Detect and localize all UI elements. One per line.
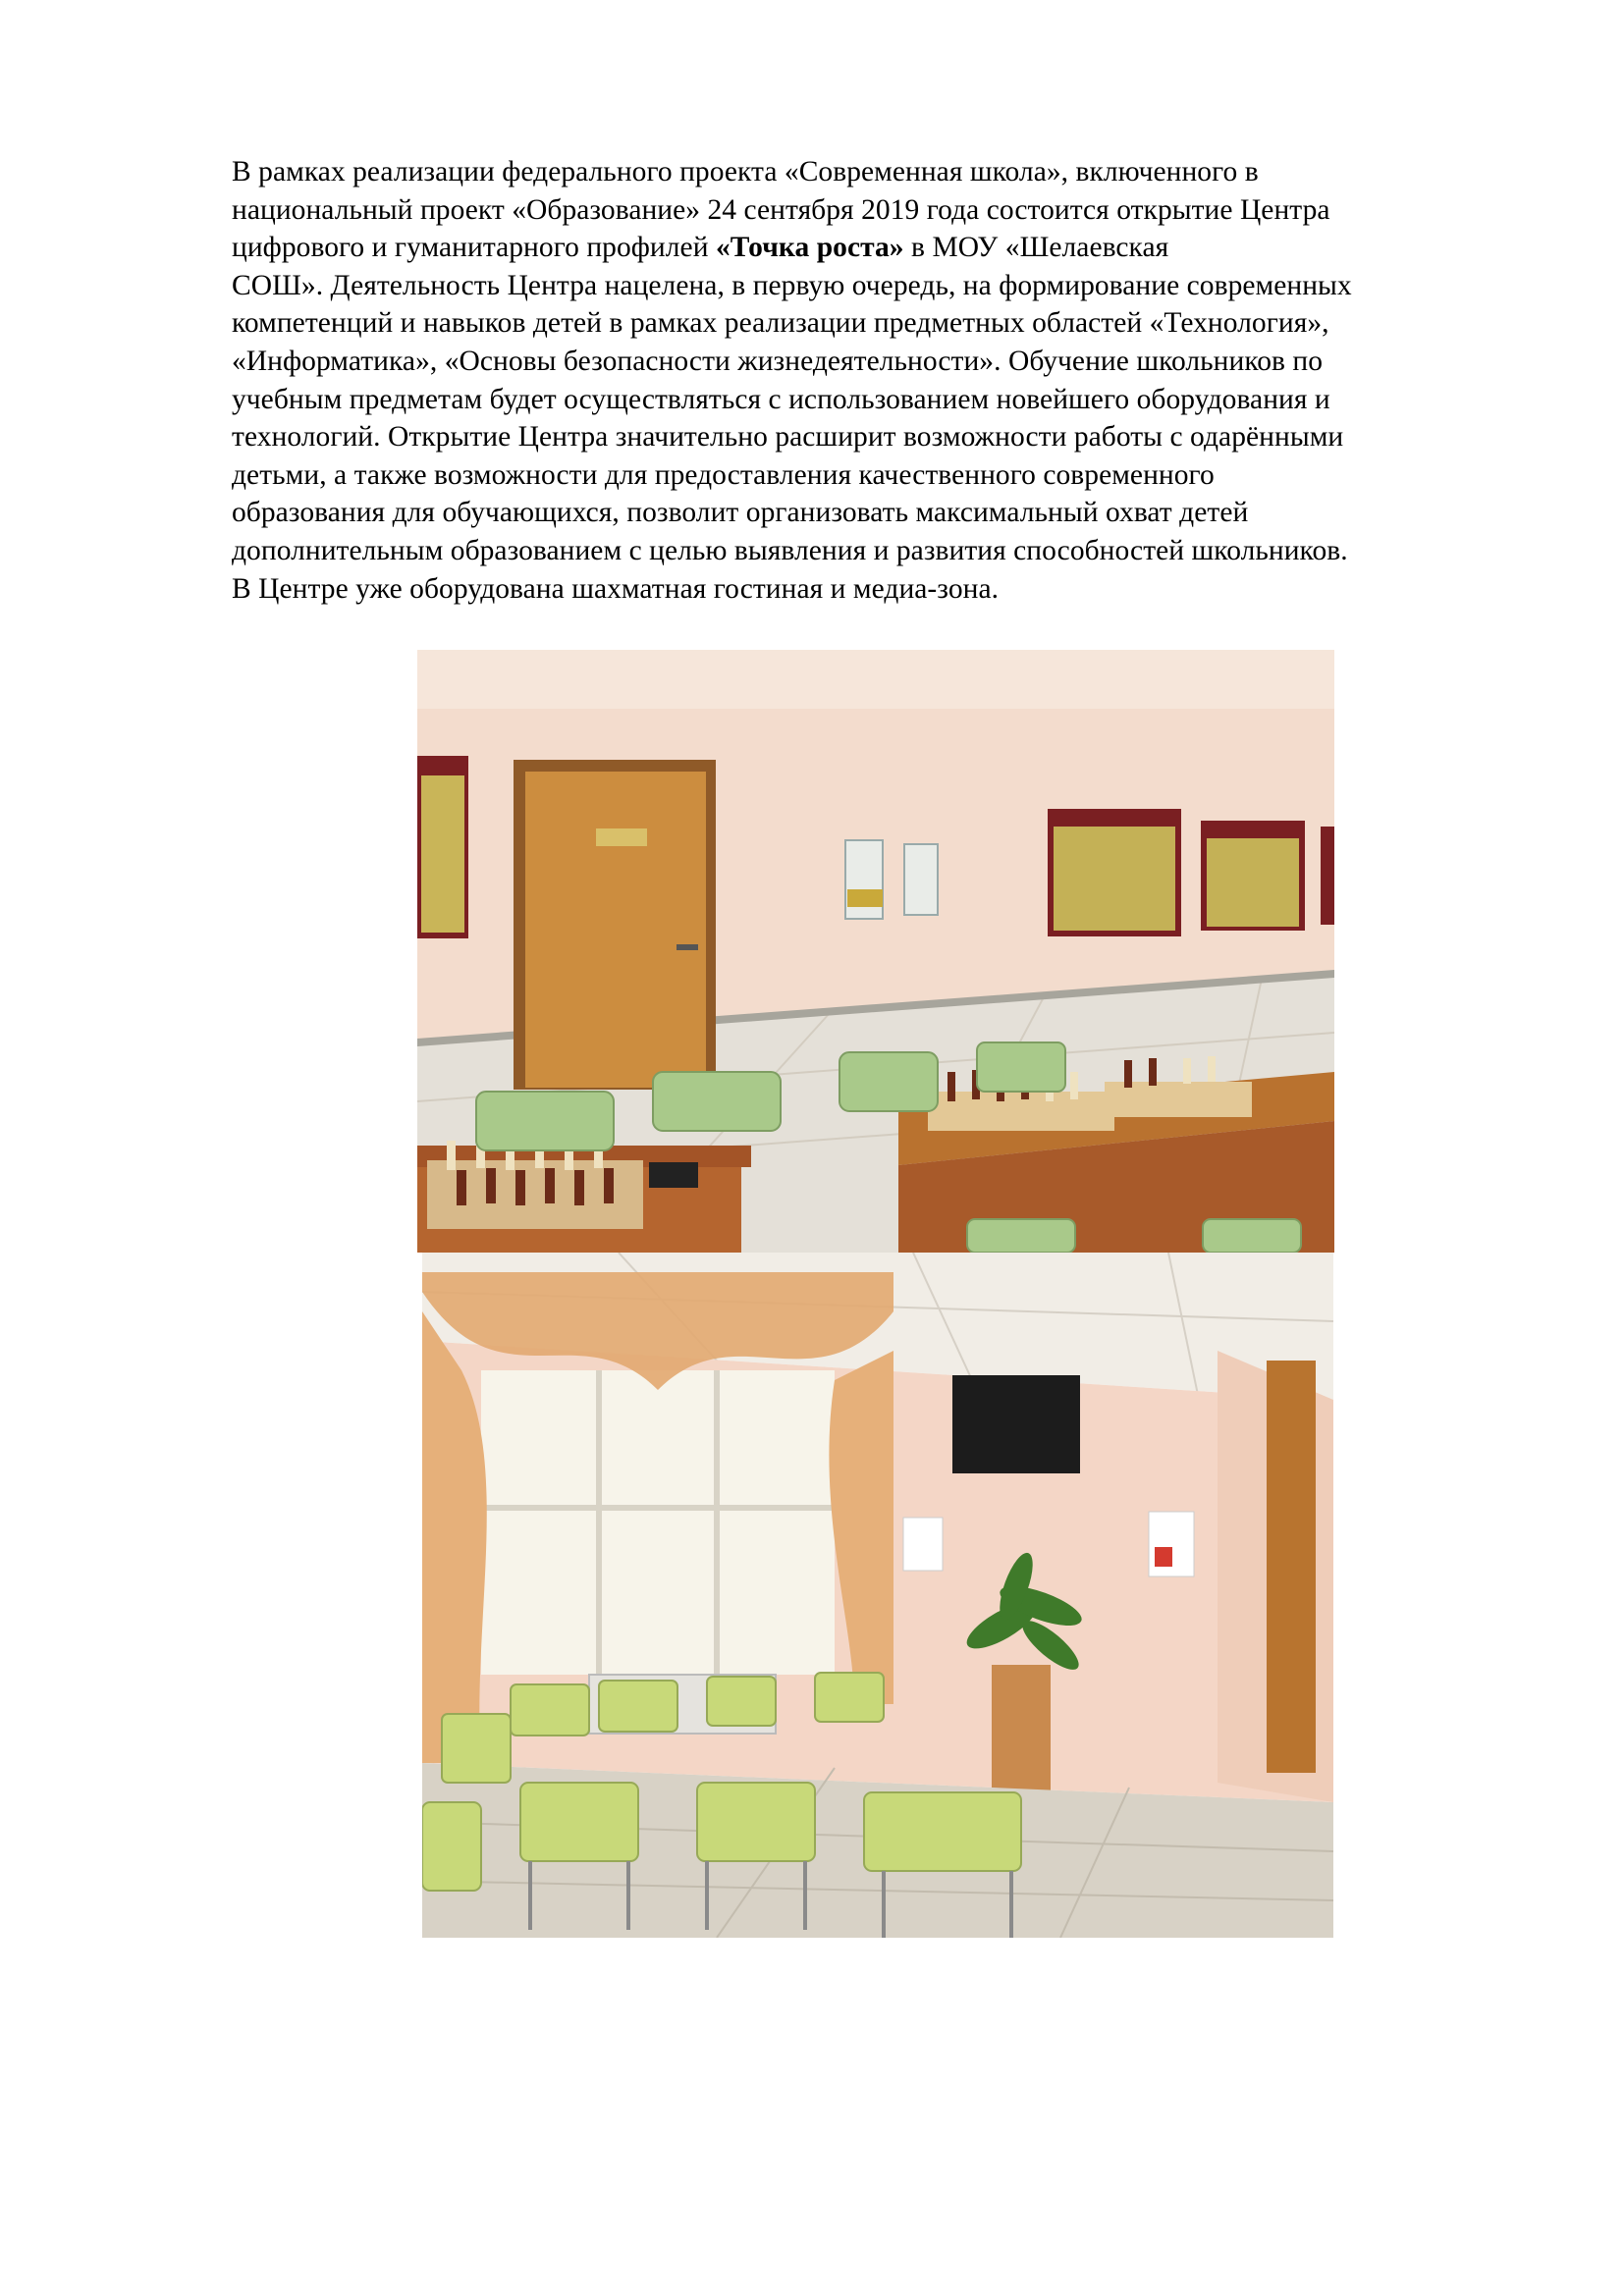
- paragraph-line: [232, 229, 1528, 267]
- media-zone-photo: [422, 1253, 1333, 1938]
- paragraph-line: В Центре уже оборудована шахматная гостиная и медиа-зона.: [232, 572, 1000, 605]
- paragraph-line: детьми, а также возможности для предоставления качественного современного: [232, 458, 1215, 491]
- chair: [520, 1783, 638, 1861]
- paragraph-line-part: цифрового и гуманитарного профилей: [232, 232, 716, 264]
- chess-clock: [649, 1162, 698, 1188]
- paragraph-line: образования для обучающихся, позволит организовать максимальный охват детей: [232, 497, 1249, 529]
- chair: [422, 1802, 481, 1891]
- chair: [1203, 1219, 1301, 1253]
- chair: [442, 1714, 511, 1783]
- chair: [977, 1042, 1065, 1092]
- paragraph-line: В рамках реализации федерального проекта «Современная школа», включенного в: [232, 156, 1259, 187]
- door: [1267, 1361, 1316, 1773]
- paragraph-line: национальный проект «Образование» 24 сентября 2019 года состоится открытие Центра: [232, 193, 1330, 226]
- chair: [697, 1783, 815, 1861]
- chair: [599, 1681, 677, 1732]
- chair: [476, 1092, 614, 1150]
- paragraph-line: СОШ». Деятельность Центра нацелена, в первую очередь, на формирование современных: [232, 269, 1352, 301]
- door: [525, 772, 706, 1088]
- paragraph-line: компетенций и навыков детей в рамках реализации предметных областей «Технология»,: [232, 307, 1329, 340]
- chair: [707, 1677, 776, 1726]
- chair: [653, 1072, 781, 1131]
- paragraph-line: дополнительным образованием с целью выявления и развития способностей школьников.: [232, 534, 1348, 566]
- body-paragraph: [232, 153, 1528, 608]
- paragraph-line: учебным предметам будет осуществляться с использованием новейшего оборудования и: [232, 383, 1330, 415]
- chair: [864, 1792, 1021, 1871]
- paragraph-line-part: в МОУ «Шелаевская: [903, 232, 1169, 264]
- chair: [511, 1684, 589, 1735]
- paragraph-line: «Информатика», «Основы безопасности жизнедеятельности». Обучение школьников по: [232, 345, 1324, 377]
- chair: [815, 1673, 884, 1722]
- center-name-bold: «Точка роста»: [715, 232, 904, 264]
- window: [481, 1370, 835, 1675]
- paragraph-line: технологий. Открытие Центра значительно расширит возможности работы с одарёнными: [232, 421, 1344, 454]
- chess-lounge-photo: [417, 650, 1334, 1253]
- television: [952, 1375, 1080, 1473]
- chair: [967, 1219, 1075, 1253]
- chair: [839, 1052, 938, 1111]
